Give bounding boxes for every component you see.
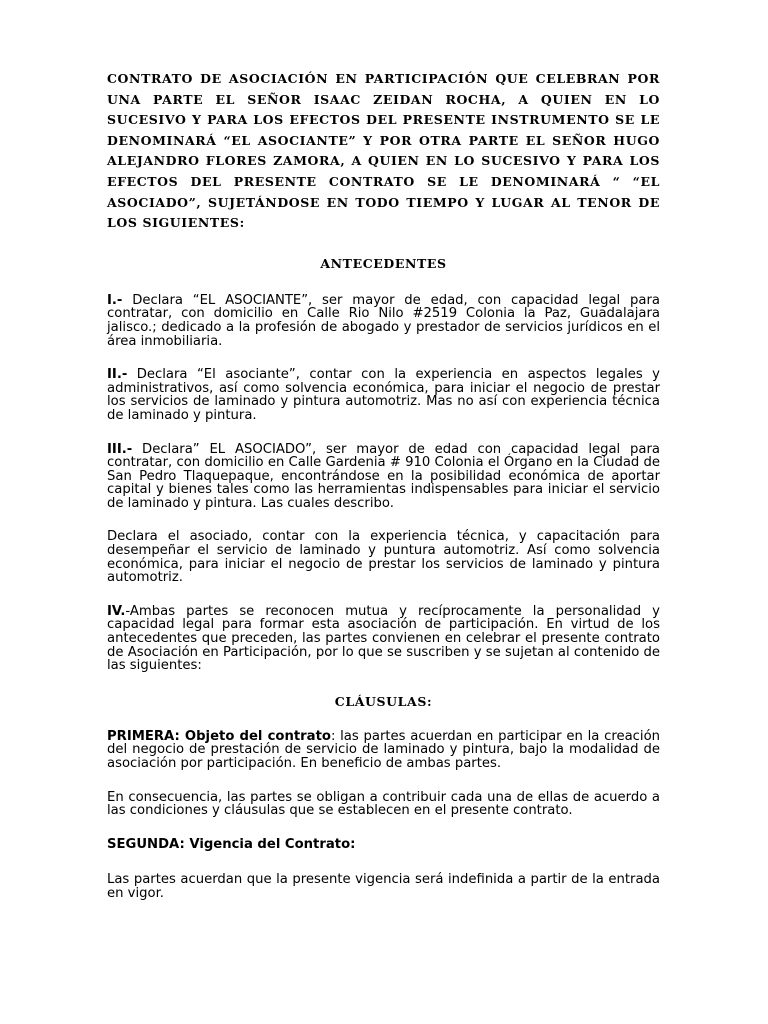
antecedente-ii-label: II.- <box>107 367 128 383</box>
antecedente-iii-text: Declara” EL ASOCIADO”, ser mayor de edad con capacidad legal para contratar, con domicilio en Calle Gardenia # 910 Colonia el Órgano en la Ciudad de San Pedro Tlaquepaque, encontrándose en la posibilidad económica de aportar capital y bienes tales como las herramientas indispensables para iniciar el servicio de laminado y pintura. Las cuales describo. <box>107 441 660 511</box>
antecedente-ii-text: Declara “El asociante”, contar con la experiencia en aspectos legales y administrativos, así como solvencia económica, para iniciar el negocio de prestar los servicios de laminado y pintura automotriz. Mas no así con experiencia técnica de laminado y pintura. <box>107 367 660 423</box>
clausula-primera <box>107 730 660 771</box>
antecedente-iv-label: IV. <box>107 603 126 619</box>
antecedente-iv-text: -Ambas partes se reconocen mutua y recíprocamente la personalidad y capacidad legal para formar esta asociación de participación. En virtud de los antecedentes que preceden, las partes convienen en celebrar el presente contrato de Asociación en Participación, por lo que se suscriben y se sujetan al contenido de las siguientes: <box>107 603 660 674</box>
antecedente-asociado-declaration <box>107 530 660 584</box>
antecedente-i-text: Declara “EL ASOCIANTE”, ser mayor de edad, con capacidad legal para contratar, con domicilio en Calle Rio Nilo #2519 Colonia la Paz, Guadalajara jalisco.; dedicado a la profesión de abogado y prestador de servicios jurídicos en el área inmobiliaria. <box>107 292 660 349</box>
antecedentes-heading: ANTECEDENTES <box>320 255 447 271</box>
clausula-vigencia: Las partes acuerdan que la presente vigencia será indefinida a partir de la entrada en vigor. <box>107 872 660 901</box>
antecedente-i <box>107 294 660 348</box>
clausula-segunda-label: SEGUNDA: Vigencia del Contrato: <box>107 836 356 852</box>
contract-title: CONTRATO DE ASOCIACIÓN EN PARTICIPACIÓN QUE CELEBRAN POR UNA PARTE EL SEÑOR ISAAC ZEIDAN ROCHA, A QUIEN EN LO SUCESIVO Y PARA LOS EFECTOS DEL PRESENTE INSTRUMENTO SE LE DENOMINARÁ “EL ASOCIANTE” Y POR OTRA PARTE EL SEÑOR HUGO ALEJANDRO FLORES ZAMORA, A QUIEN EN LO SUCESIVO Y PARA LOS EFECTOS DEL PRESENTE CONTRATO SE LE DENOMINARÁ “ “EL ASOCIADO”, SUJETÁNDOSE EN TODO TIEMPO Y LUGAR AL TENOR DE LOS SIGUIENTES: <box>107 71 660 231</box>
clausula-consecuencia: En consecuencia, las partes se obligan a contribuir cada una de ellas de acuerdo a las condiciones y cláusulas que se establecen en el presente contrato. <box>107 789 660 819</box>
clausula-primera-text: : las partes acuerdan en participar en la creación del negocio de prestación de servicio de laminado y pintura, bajo la modalidad de asociación por participación. En beneficio de ambas partes. <box>107 728 661 771</box>
contract-page <box>107 69 660 901</box>
clausulas-heading: CLÁUSULAS: <box>334 693 433 709</box>
antecedente-i-label: I.- <box>107 292 123 308</box>
antecedente-iii-label: III.- <box>107 441 133 457</box>
clausula-segunda <box>107 838 660 852</box>
antecedente-ii <box>107 368 660 422</box>
antecedente-iii <box>107 443 660 511</box>
antecedente-asociado-text: Declara el asociado, contar con la experiencia técnica, y capacitación para desempeñar el servicio de laminado y puntura automotriz. Así como solvencia económica, para iniciar el negocio de prestar los servicios de laminado y pintura automotriz. <box>107 529 660 586</box>
clausula-primera-label: PRIMERA: Objeto del contrato <box>107 728 331 744</box>
antecedente-iv <box>107 605 660 673</box>
